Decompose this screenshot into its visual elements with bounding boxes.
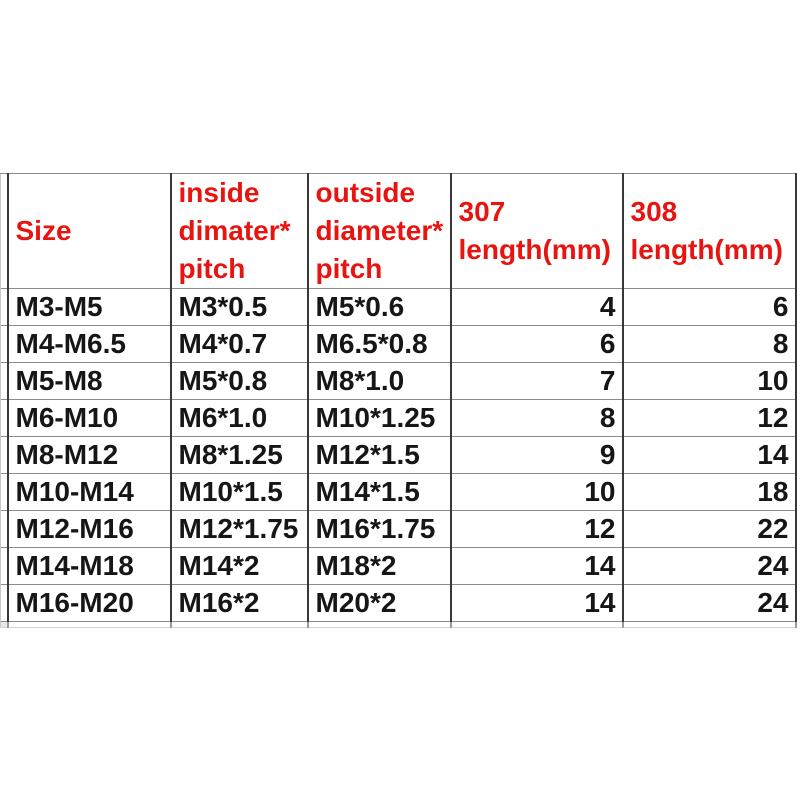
cutoff-cell xyxy=(171,622,308,628)
cell-length-307: 6 xyxy=(451,326,623,363)
col-header-outside-diameter-pitch: outside diameter* pitch xyxy=(308,174,451,289)
cell-length-307: 8 xyxy=(451,400,623,437)
cell-outside-diameter-pitch: M20*2 xyxy=(308,585,451,622)
cutoff-cell xyxy=(8,622,171,628)
table-row xyxy=(1,363,796,400)
sheet-edge-sliver xyxy=(1,474,8,511)
cell-inside-diameter-pitch: M6*1.0 xyxy=(171,400,308,437)
cell-length-308: 10 xyxy=(623,363,796,400)
cell-outside-diameter-pitch: M8*1.0 xyxy=(308,363,451,400)
cell-outside-diameter-pitch: M5*0.6 xyxy=(308,289,451,326)
cell-size: M8-M12 xyxy=(8,437,171,474)
cutoff-cell xyxy=(623,622,796,628)
cell-size: M6-M10 xyxy=(8,400,171,437)
cell-outside-diameter-pitch: M18*2 xyxy=(308,548,451,585)
cell-length-307: 14 xyxy=(451,585,623,622)
cutoff-cell xyxy=(308,622,451,628)
cell-size: M16-M20 xyxy=(8,585,171,622)
cell-size: M4-M6.5 xyxy=(8,326,171,363)
cell-length-308: 24 xyxy=(623,548,796,585)
table-row xyxy=(1,548,796,585)
table-row xyxy=(1,474,796,511)
cell-inside-diameter-pitch: M10*1.5 xyxy=(171,474,308,511)
col-header-308-length: 308 length(mm) xyxy=(623,174,796,289)
cell-length-308: 24 xyxy=(623,585,796,622)
cell-length-308: 22 xyxy=(623,511,796,548)
cell-outside-diameter-pitch: M12*1.5 xyxy=(308,437,451,474)
cell-length-307: 7 xyxy=(451,363,623,400)
sheet-edge-sliver xyxy=(1,326,8,363)
sheet-edge-sliver xyxy=(1,437,8,474)
cell-outside-diameter-pitch: M6.5*0.8 xyxy=(308,326,451,363)
cell-length-307: 9 xyxy=(451,437,623,474)
cell-size: M3-M5 xyxy=(8,289,171,326)
cell-outside-diameter-pitch: M10*1.25 xyxy=(308,400,451,437)
cell-size: M12-M16 xyxy=(8,511,171,548)
table-row xyxy=(1,400,796,437)
cell-length-308: 6 xyxy=(623,289,796,326)
col-header-inside-diameter-pitch: inside dimater* pitch xyxy=(171,174,308,289)
table-row xyxy=(1,511,796,548)
cell-inside-diameter-pitch: M5*0.8 xyxy=(171,363,308,400)
cell-outside-diameter-pitch: M16*1.75 xyxy=(308,511,451,548)
header-row xyxy=(1,174,796,289)
col-header-size: Size xyxy=(8,174,171,289)
col-header-307-length: 307 length(mm) xyxy=(451,174,623,289)
cell-outside-diameter-pitch: M14*1.5 xyxy=(308,474,451,511)
cutoff-row xyxy=(1,622,796,628)
cell-inside-diameter-pitch: M12*1.75 xyxy=(171,511,308,548)
table-row xyxy=(1,289,796,326)
cell-inside-diameter-pitch: M8*1.25 xyxy=(171,437,308,474)
sheet-edge-sliver xyxy=(1,511,8,548)
table-row xyxy=(1,585,796,622)
cell-length-308: 18 xyxy=(623,474,796,511)
table-row xyxy=(1,326,796,363)
sheet-edge-sliver xyxy=(1,622,8,628)
cell-size: M10-M14 xyxy=(8,474,171,511)
thread-spec-table xyxy=(0,173,797,628)
cell-inside-diameter-pitch: M4*0.7 xyxy=(171,326,308,363)
sheet-edge-sliver xyxy=(1,585,8,622)
spec-table-body xyxy=(1,289,796,628)
sheet-edge-sliver xyxy=(1,400,8,437)
cell-length-308: 8 xyxy=(623,326,796,363)
table-row xyxy=(1,437,796,474)
cell-length-308: 12 xyxy=(623,400,796,437)
cell-length-307: 12 xyxy=(451,511,623,548)
sheet-edge-sliver xyxy=(1,363,8,400)
cell-length-307: 14 xyxy=(451,548,623,585)
cell-length-307: 10 xyxy=(451,474,623,511)
cell-inside-diameter-pitch: M16*2 xyxy=(171,585,308,622)
cell-length-307: 4 xyxy=(451,289,623,326)
sheet-edge-sliver xyxy=(1,289,8,326)
sheet-edge-sliver xyxy=(1,174,8,289)
cell-inside-diameter-pitch: M14*2 xyxy=(171,548,308,585)
cell-length-308: 14 xyxy=(623,437,796,474)
cell-size: M5-M8 xyxy=(8,363,171,400)
sheet-edge-sliver xyxy=(1,548,8,585)
cell-inside-diameter-pitch: M3*0.5 xyxy=(171,289,308,326)
cutoff-cell xyxy=(451,622,623,628)
cell-size: M14-M18 xyxy=(8,548,171,585)
